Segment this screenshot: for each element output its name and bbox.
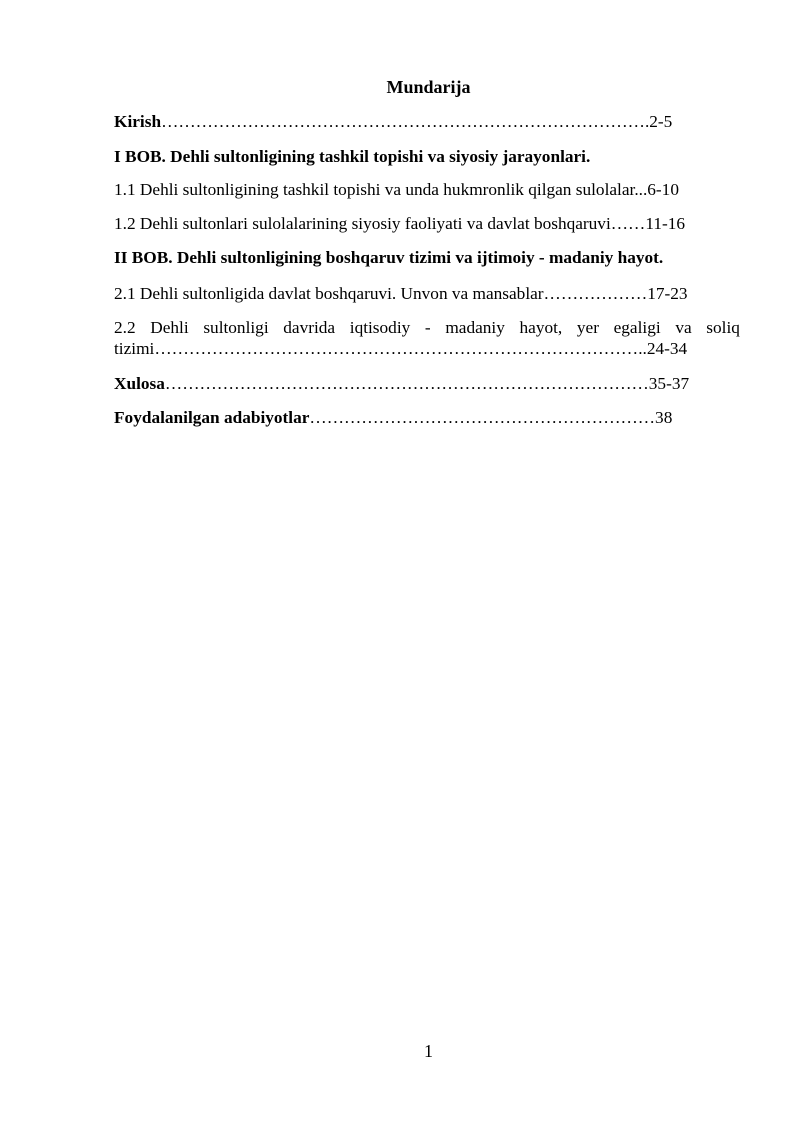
toc-section-2-2-line-2: tizimi…………………………………………………………………………..24-34 xyxy=(114,339,688,358)
toc-entry-references xyxy=(114,407,672,429)
word: madaniy xyxy=(445,318,505,337)
toc-pages: 2-5 xyxy=(649,112,673,131)
toc-leader: …………………………………………………… xyxy=(309,408,656,427)
toc-label: Xulosa xyxy=(114,374,165,393)
toc-entry-intro xyxy=(114,111,672,133)
word: - xyxy=(424,318,431,337)
toc-label: Foydalanilgan adabiyotlar xyxy=(114,408,310,427)
toc-pages: 35-37 xyxy=(648,374,690,393)
toc-section-2-1: 2.1 Dehli sultonligida davlat boshqaruvi. Unvon va mansablar………………17-23 xyxy=(114,284,688,303)
word: sultonligi xyxy=(203,318,269,337)
word: egaligi xyxy=(613,318,661,337)
toc-label: Kirish xyxy=(114,112,162,131)
word: iqtisodiy xyxy=(349,318,411,337)
word: va xyxy=(675,318,692,337)
word: soliq xyxy=(706,318,740,337)
toc-pages: 38 xyxy=(655,408,673,427)
toc-entry-conclusion xyxy=(114,373,689,395)
page-title: Mundarija xyxy=(386,77,471,97)
word: Dehli xyxy=(150,318,189,337)
toc-section-1-2: 1.2 Dehli sultonlari sulolalarining siyosiy faoliyati va davlat boshqaruvi……11-16 xyxy=(114,214,685,233)
toc-leader: ………………………………………………………………………… xyxy=(164,374,649,393)
toc-section-1-1: 1.1 Dehli sultonligining tashkil topishi va unda hukmronlik qilgan sulolalar...6-10 xyxy=(114,180,679,199)
toc-chapter-2: II BOB. Dehli sultonligining boshqaruv tizimi va ijtimoiy - madaniy hayot. xyxy=(114,248,664,267)
word: davrida xyxy=(283,318,336,337)
page-number: 1 xyxy=(424,1041,433,1061)
toc-chapter-1: I BOB. Dehli sultonligining tashkil topishi va siyosiy jarayonlari. xyxy=(114,147,591,166)
toc-leader: …………………………………………………………………………. xyxy=(161,112,650,131)
word: 2.2 xyxy=(114,318,136,337)
word: hayot, xyxy=(519,318,563,337)
word: yer xyxy=(576,318,599,337)
toc-section-2-2-line-1 xyxy=(114,317,740,339)
